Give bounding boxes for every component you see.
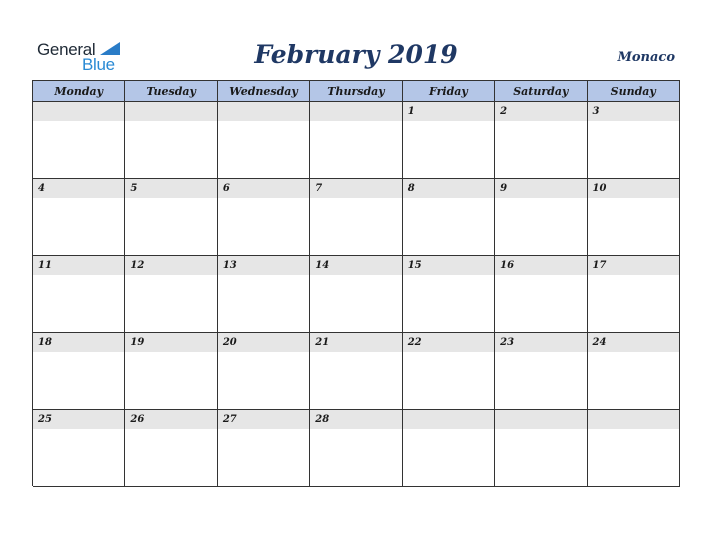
day-number: 1	[403, 102, 494, 121]
day-cell	[310, 410, 402, 487]
day-cell	[218, 256, 310, 333]
day-cell	[588, 179, 680, 256]
week-row	[33, 256, 680, 333]
day-cell	[33, 179, 125, 256]
weekday-header: Sunday	[588, 81, 680, 102]
day-number: 5	[125, 179, 216, 198]
weekday-header: Wednesday	[218, 81, 310, 102]
week-row	[33, 102, 680, 179]
day-cell	[495, 179, 587, 256]
week-row	[33, 410, 680, 487]
week-row	[33, 333, 680, 410]
day-cell	[125, 333, 217, 410]
day-number: 28	[310, 410, 401, 429]
day-number: 12	[125, 256, 216, 275]
day-cell	[588, 256, 680, 333]
day-number: 25	[33, 410, 124, 429]
day-number: 9	[495, 179, 586, 198]
day-cell	[33, 333, 125, 410]
country-label: Monaco	[617, 50, 675, 65]
weekday-header: Saturday	[495, 81, 587, 102]
weekday-header: Tuesday	[125, 81, 217, 102]
day-cell	[218, 410, 310, 487]
day-number: 13	[218, 256, 309, 275]
day-number: 24	[588, 333, 679, 352]
day-number	[33, 102, 124, 121]
day-number	[218, 102, 309, 121]
day-number: 21	[310, 333, 401, 352]
weekday-header: Friday	[403, 81, 495, 102]
day-number: 27	[218, 410, 309, 429]
day-number	[588, 410, 679, 429]
day-cell	[495, 256, 587, 333]
day-cell	[588, 102, 680, 179]
weekday-header: Monday	[33, 81, 125, 102]
day-cell	[495, 102, 587, 179]
day-cell	[588, 333, 680, 410]
day-number: 17	[588, 256, 679, 275]
day-cell	[403, 179, 495, 256]
day-number: 14	[310, 256, 401, 275]
calendar-title: February 2019	[254, 40, 458, 69]
day-number: 18	[33, 333, 124, 352]
day-number: 15	[403, 256, 494, 275]
logo-word-general: General	[37, 40, 96, 59]
day-number: 2	[495, 102, 586, 121]
day-cell	[495, 410, 587, 487]
week-row	[33, 179, 680, 256]
day-number: 6	[218, 179, 309, 198]
day-cell	[310, 333, 402, 410]
day-number: 16	[495, 256, 586, 275]
day-number	[125, 102, 216, 121]
day-number	[310, 102, 401, 121]
day-cell	[218, 333, 310, 410]
day-cell	[125, 179, 217, 256]
day-cell	[125, 256, 217, 333]
day-number: 23	[495, 333, 586, 352]
day-cell	[310, 102, 402, 179]
day-cell	[403, 256, 495, 333]
day-cell	[218, 102, 310, 179]
day-cell	[125, 410, 217, 487]
logo-word-blue: Blue	[82, 55, 115, 74]
calendar-grid	[32, 80, 680, 486]
day-number: 20	[218, 333, 309, 352]
day-number: 7	[310, 179, 401, 198]
day-number: 4	[33, 179, 124, 198]
day-cell	[310, 179, 402, 256]
day-number	[403, 410, 494, 429]
day-cell	[495, 333, 587, 410]
day-cell	[33, 256, 125, 333]
day-cell	[125, 102, 217, 179]
day-number: 19	[125, 333, 216, 352]
day-cell	[403, 333, 495, 410]
day-number: 11	[33, 256, 124, 275]
day-number: 26	[125, 410, 216, 429]
day-number	[495, 410, 586, 429]
day-number: 10	[588, 179, 679, 198]
weekday-header: Thursday	[310, 81, 402, 102]
day-cell	[403, 410, 495, 487]
day-cell	[588, 410, 680, 487]
day-cell	[33, 410, 125, 487]
day-number: 22	[403, 333, 494, 352]
day-cell	[218, 179, 310, 256]
day-cell	[310, 256, 402, 333]
day-cell	[403, 102, 495, 179]
weekday-header-row	[33, 81, 680, 102]
day-cell	[33, 102, 125, 179]
day-number: 8	[403, 179, 494, 198]
day-number: 3	[588, 102, 679, 121]
